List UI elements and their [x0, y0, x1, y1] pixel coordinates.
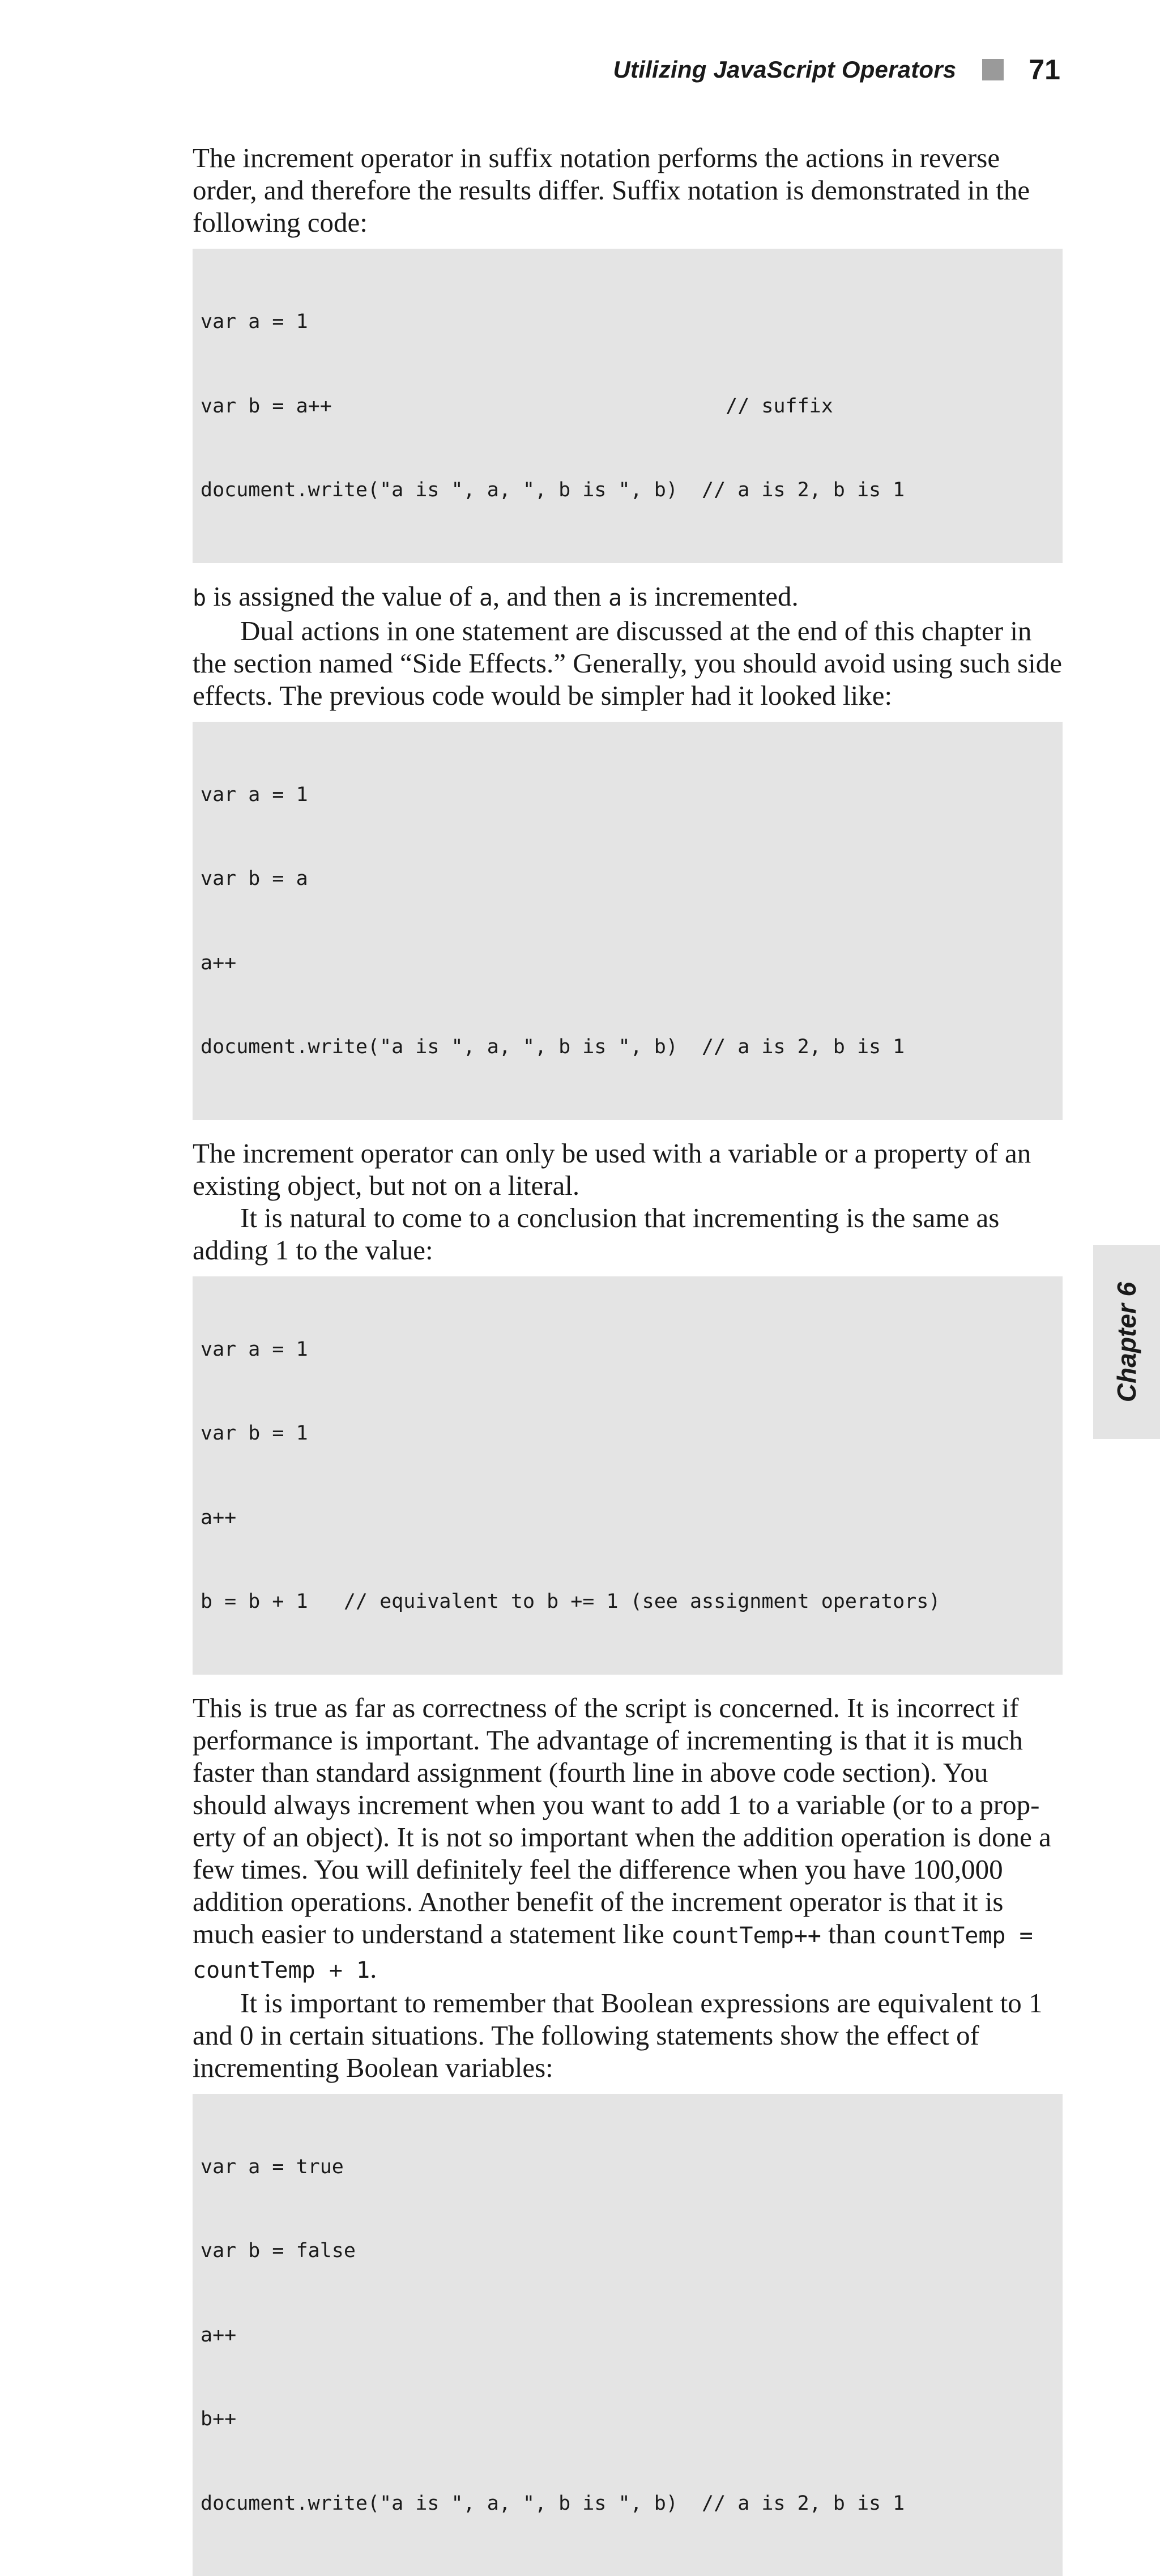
- code-block-simpler: [193, 722, 1063, 1120]
- code-line: a++: [201, 1504, 1055, 1532]
- paragraph-text: This is true as far as correctness of the script is concerned. It is incorrect if performance is important. The advantage of incrementing is that it is much faster than standard assignment (fourth line in above code section). You should always increment when you want to add 1 to a variable (or to a prop-erty of an object). It is not so important when the addition operation is done a few times. You will definitely feel the difference when you have 100,000 addition operations. Another benefit of the increment operator is that it is much easier to understand a statement like: [193, 1692, 1051, 1949]
- running-head: [613, 50, 1060, 90]
- code-line: document.write("a is ", a, ", b is ", b) // a is 2, b is 1: [201, 1033, 1055, 1062]
- chapter-tab: [1093, 1245, 1160, 1439]
- code-block-suffix: [193, 249, 1063, 563]
- paragraph-text: .: [370, 1953, 377, 1984]
- code-line: b = b + 1 // equivalent to b += 1 (see assignment operators): [201, 1588, 1055, 1616]
- chapter-tab-label: Chapter 6: [1111, 1282, 1142, 1402]
- paragraph-performance: [193, 1692, 1063, 1987]
- code-line: var a = true: [201, 2153, 1055, 2182]
- header-square-icon: [982, 59, 1004, 80]
- code-line: var a = 1: [201, 308, 1055, 337]
- code-line: var a = 1: [201, 781, 1055, 810]
- paragraph-text: is assigned the value of: [206, 581, 479, 612]
- paragraph-text: is incremented.: [622, 581, 799, 612]
- paragraph-conclusion: It is natural to come to a conclusion that incrementing is the same as adding 1 to the value:: [193, 1202, 1063, 1266]
- code-line: var b = a++ // suffix: [201, 393, 1055, 421]
- paragraph-dual-actions: Dual actions in one statement are discussed at the end of this chapter in the section named “Side Effects.” Generally, you should avoid using such side effects. The previous code would be simpler had it looked like:: [193, 615, 1063, 712]
- code-block-adding: [193, 1276, 1063, 1675]
- inline-code: b: [193, 585, 206, 611]
- code-line: a++: [201, 949, 1055, 978]
- paragraph-boolean: It is important to remember that Boolean expressions are equivalent to 1 and 0 in certain situations. The following statements show the effect of incrementing Boolean variables:: [193, 1987, 1063, 2084]
- code-line: var a = 1: [201, 1336, 1055, 1364]
- code-line: var b = 1: [201, 1420, 1055, 1448]
- paragraph-b-assigned: [193, 580, 1063, 615]
- page-number: 71: [1029, 53, 1060, 86]
- code-line: var b = false: [201, 2237, 1055, 2266]
- code-block-boolean: [193, 2094, 1063, 2576]
- page-body: [193, 142, 1063, 2576]
- code-line: document.write("a is ", a, ", b is ", b) // a is 2, b is 1: [201, 476, 1055, 505]
- inline-code: a: [479, 585, 493, 611]
- paragraph-text: than: [821, 1918, 883, 1949]
- inline-code: countTemp = countTemp + 1: [193, 1923, 1033, 1983]
- code-line: document.write("a is ", a, ", b is ", b) // a is 2, b is 1: [201, 2490, 1055, 2518]
- code-line: b++: [201, 2405, 1055, 2434]
- inline-code: a: [608, 585, 622, 611]
- paragraph-literal: The increment operator can only be used with a variable or a property of an existing object, but not on a literal.: [193, 1137, 1063, 1202]
- inline-code: countTemp++: [671, 1923, 821, 1949]
- running-title: Utilizing JavaScript Operators: [613, 56, 957, 83]
- code-line: a++: [201, 2322, 1055, 2350]
- code-line: var b = a: [201, 865, 1055, 893]
- paragraph-text: , and then: [493, 581, 608, 612]
- paragraph-suffix-intro: The increment operator in suffix notation performs the actions in reverse order, and therefore the results differ. Suffix notation is demonstrated in the following code:: [193, 142, 1063, 239]
